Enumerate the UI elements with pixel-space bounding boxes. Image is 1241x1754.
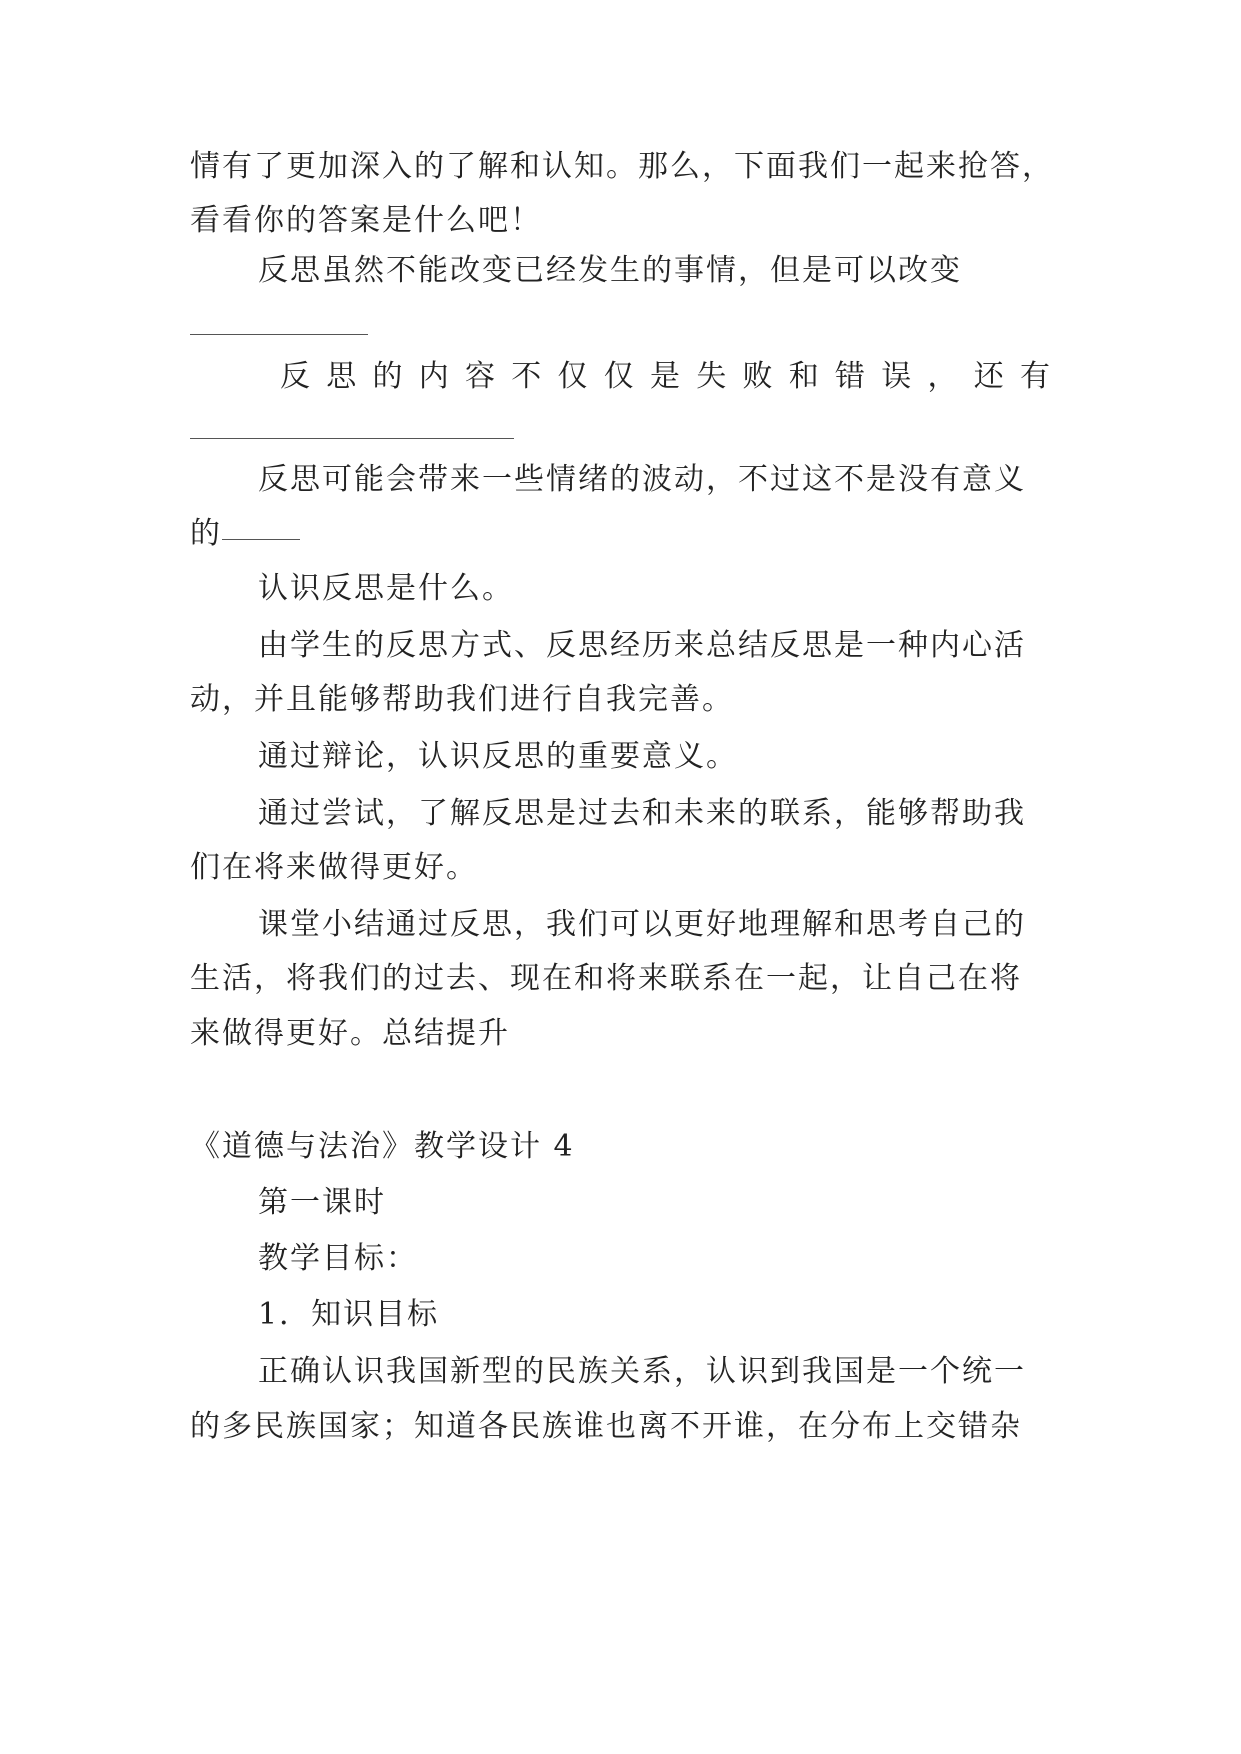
text-line: 反思虽然不能改变已经发生的事情，但是可以改变	[258, 253, 962, 288]
text-line: 1．知识目标	[258, 1297, 440, 1332]
text-line: 情有了更加深入的了解和认知。那么，下面我们一起来抢答，	[190, 149, 1054, 184]
text-char: 和	[788, 359, 821, 394]
text-char: 内	[418, 359, 451, 394]
text-char: 反	[280, 359, 312, 394]
text-line: 生活，将我们的过去、现在和将来联系在一起，让自己在将	[190, 961, 1022, 996]
text-char: 的	[372, 359, 405, 394]
text-char: 仅	[603, 359, 636, 394]
spaced-text-line	[280, 348, 1052, 406]
text-char: 失	[696, 359, 729, 394]
section-title: 《道德与法治》教学设计 4	[190, 1129, 575, 1164]
text-line: 第一课时	[258, 1185, 386, 1220]
text-line: 反思可能会带来一些情绪的波动，不过这不是没有意义	[258, 462, 1026, 497]
text-char: 败	[742, 359, 775, 394]
text-char: 思	[326, 359, 359, 394]
text-char: 还	[973, 359, 1006, 394]
text-char: ，	[927, 359, 960, 394]
text-line: 正确认识我国新型的民族关系，认识到我国是一个统一	[258, 1354, 1026, 1389]
fill-in-blank	[190, 438, 514, 439]
text-char: 误	[881, 359, 914, 394]
fill-in-blank	[222, 505, 300, 540]
text-char: 容	[465, 359, 497, 394]
text-char: 有	[1020, 359, 1052, 394]
text-char: 仅	[557, 359, 590, 394]
text-char: 是	[650, 359, 682, 394]
text-line: 通过尝试，了解反思是过去和未来的联系，能够帮助我	[258, 796, 1026, 831]
text-line-with-blank	[190, 505, 1052, 563]
text-line: 通过辩论，认识反思的重要意义。	[258, 739, 738, 774]
text-line: 由学生的反思方式、反思经历来总结反思是一种内心活	[258, 628, 1026, 663]
text-line: 认识反思是什么。	[258, 571, 514, 606]
text-line: 看看你的答案是什么吧！	[190, 203, 542, 238]
fill-in-blank	[190, 334, 368, 335]
text-line: 的多民族国家；知道各民族谁也离不开谁，在分布上交错杂	[190, 1409, 1022, 1444]
text-char: 不	[511, 359, 544, 394]
text-line: 们在将来做得更好。	[190, 850, 478, 885]
text-line: 动，并且能够帮助我们进行自我完善。	[190, 682, 734, 717]
text-fragment: 的	[190, 516, 222, 551]
text-line: 来做得更好。总结提升	[190, 1016, 510, 1051]
text-line: 课堂小结通过反思，我们可以更好地理解和思考自己的	[258, 907, 1026, 942]
text-char: 错	[835, 359, 867, 394]
text-line: 教学目标：	[258, 1241, 418, 1276]
